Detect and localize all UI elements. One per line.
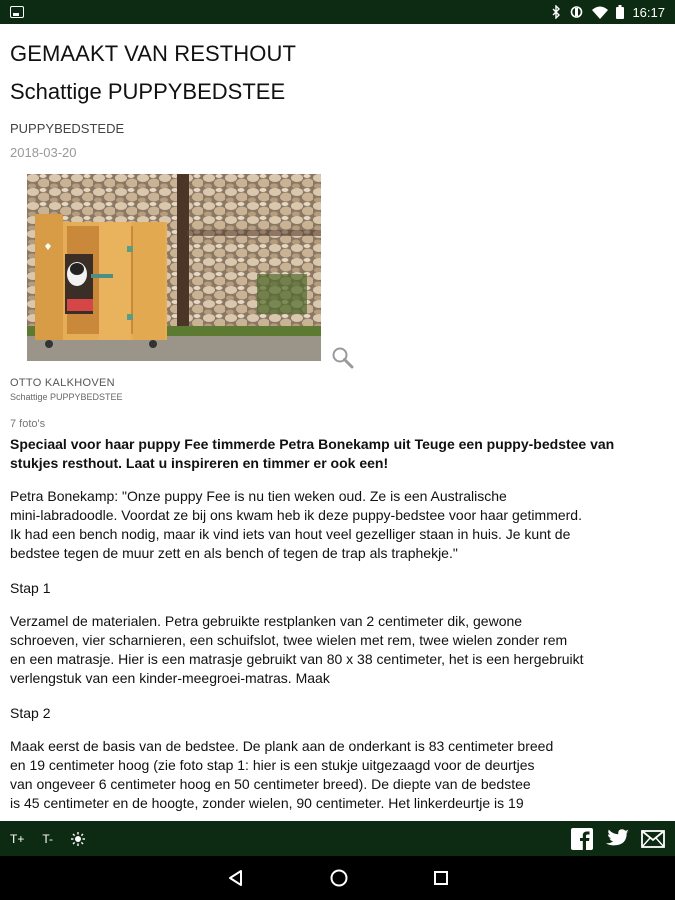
navigation-bar — [0, 856, 675, 900]
article-photo[interactable] — [27, 174, 321, 361]
notification-icon — [10, 6, 24, 18]
status-bar — [0, 0, 675, 24]
puppy-bed-photo[interactable] — [27, 174, 321, 361]
photo-count[interactable]: 7 foto's — [10, 418, 46, 430]
article-category: PUPPYBEDSTEDE — [10, 121, 125, 136]
battery-icon — [616, 5, 624, 19]
text-larger-button[interactable]: T+ — [10, 831, 25, 846]
step-heading: Stap 1 — [10, 580, 51, 596]
article-paragraph: Maak eerst de basis van de bedstee. De plank aan de onderkant is 83 centimeter breed en 19 centimeter hoog (zie foto stap 1: hier is een stukje uitgezaagd voor de deurtjes van ongeveer 6 centimeter hoog en 50 centimeter breed). De diepte van de bedstee is 45 centimeter en de hoogte, zonder wielen, 90 centimeter. Het linkerdeurtje is 19 — [10, 738, 554, 811]
bluetooth-icon — [552, 5, 561, 19]
photo-caption: Schattige PUPPYBEDSTEE — [10, 392, 123, 402]
article-kicker: GEMAAKT VAN RESTHOUT — [10, 41, 297, 66]
article-date: 2018-03-20 — [10, 145, 77, 160]
article-toolbar — [0, 821, 675, 856]
facebook-icon[interactable] — [571, 828, 593, 850]
article-paragraph: Petra Bonekamp: "Onze puppy Fee is nu tien weken oud. Ze is een Australische mini-labradoodle. Voordat ze bij ons kwam heb ik deze puppy-bedstee voor haar getimmerd. Ik had een bench nodig, maar ik vind iets van hout veel gezelliger staan in huis. Je kunt de bedstee tegen de muur zett en als bench of tegen de trap als traphekje." — [10, 488, 582, 561]
back-icon[interactable] — [228, 870, 244, 886]
zoom-icon[interactable] — [331, 346, 355, 370]
mail-icon[interactable] — [641, 830, 665, 848]
recents-icon[interactable] — [434, 871, 448, 885]
article-content[interactable] — [0, 24, 675, 821]
article-paragraph: Verzamel de materialen. Petra gebruikte restplanken van 2 centimeter dik, gewone schroeven, vier scharnieren, een schuifslot, twee wielen met rem, twee wielen zonder rem en een matrasje. Hier is een matrasje gebruikt van 80 x 38 centimeter, het is een hergebruikt verlengstuk van een kinder-meegroei-matras. Maak — [10, 613, 584, 686]
photo-credit: OTTO KALKHOVEN — [10, 377, 115, 389]
text-smaller-button[interactable]: T- — [42, 831, 54, 846]
twitter-icon[interactable] — [605, 829, 629, 849]
article-title: Schattige PUPPYBEDSTEE — [10, 79, 286, 104]
vibrate-icon — [569, 5, 584, 19]
step-heading: Stap 2 — [10, 705, 51, 721]
article-intro: Speciaal voor haar puppy Fee timmerde Petra Bonekamp uit Teuge een puppy-bedstee van stukjes resthout. Laat u inspireren en timmer er ook een! — [10, 436, 615, 471]
wifi-icon — [592, 6, 608, 19]
status-time: 16:17 — [632, 4, 665, 20]
sun-icon[interactable] — [71, 832, 85, 846]
home-icon[interactable] — [330, 869, 348, 887]
